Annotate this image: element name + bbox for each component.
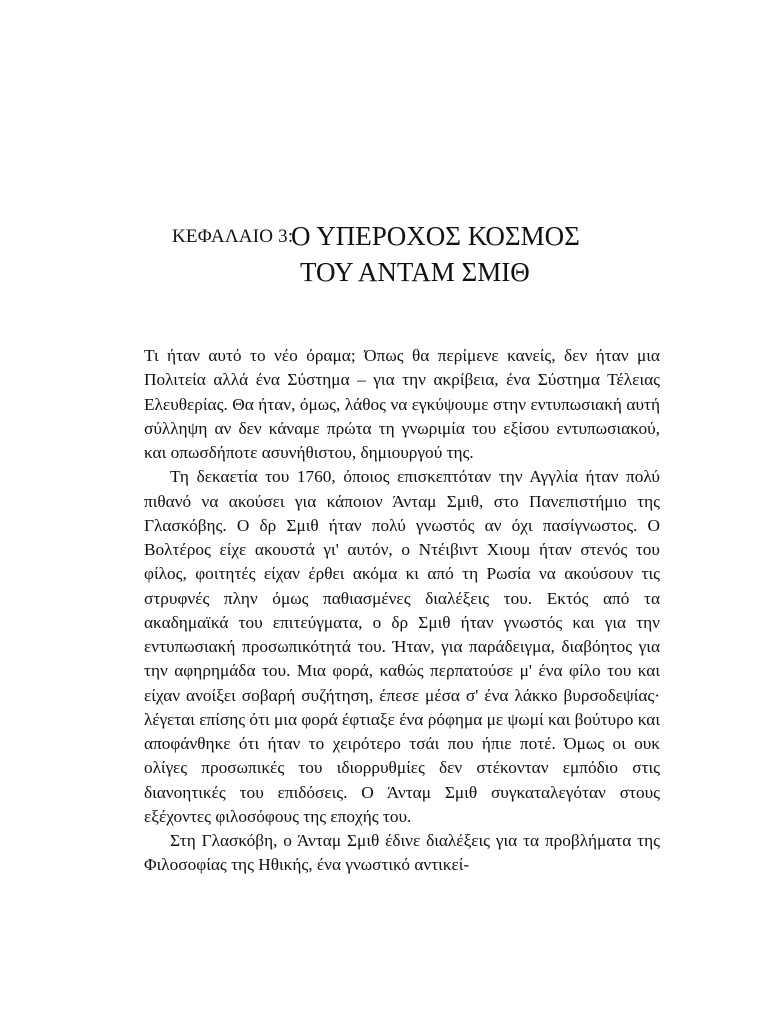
paragraph: Στη Γλασκόβη, ο Άνταμ Σμιθ έδινε διαλέξεις για τα προβλήματα της Φιλοσοφίας της Ηθικής, ένα γνωστικό αντικεί- <box>144 831 660 875</box>
chapter-title-line-2: ΤΟΥ ΑΝΤΑΜ ΣΜΙΘ <box>300 257 530 287</box>
chapter-label: ΚΕΦΑΛΑΙΟ 3: <box>172 226 294 247</box>
body-text <box>144 344 660 878</box>
chapter-title <box>291 218 580 290</box>
paragraph: Τι ήταν αυτό το νέο όραμα; Όπως θα περίμενε κανείς, δεν ήταν μια Πολιτεία αλλά ένα Σύστημα – για την ακρίβεια, ένα Σύστημα Τέλειας Ελευθερίας. Θα ήταν, όμως, λάθος να εγκύψουμε στην εντυπωσιακή αυτή σύλληψη αν δεν κάναμε πρώτα τη γνωριμία του εξίσου εντυπωσιακού, και οπωσδήποτε ασυνήθιστου, δημιουργού της. <box>144 346 660 462</box>
chapter-title-line-1: Ο ΥΠΕΡΟΧΟΣ ΚΟΣΜΟΣ <box>291 221 580 251</box>
paragraph: Τη δεκαετία του 1760, όποιος επισκεπτόταν την Αγγλία ήταν πολύ πιθανό να ακούσει για κάποιον Άνταμ Σμιθ, στο Πανεπιστήμιο της Γλασκόβης. Ο δρ Σμιθ ήταν πολύ γνωστός αν όχι πασίγνωστος. Ο Βολτέρος είχε ακουστά γι' αυτόν, ο Ντέιβιντ Χιουμ ήταν στενός του φίλος, φοιτητές είχαν έρθει ακόμα κι από τη Ρωσία να ακούσουν τις στρυφνές πλην όμως παθιασμένες διαλέξεις του. Εκτός από τα ακαδημαϊκά του επιτεύγματα, ο δρ Σμιθ ήταν γνωστός και για την εντυπωσιακή προσωπικότητά του. Ήταν, για παράδειγμα, διαβόητος για την αφηρημάδα του. Μια φορά, καθώς περπατούσε μ' ένα φίλο του και είχαν ανοίξει σοβαρή συζήτηση, έπεσε μέσα σ' ένα λάκκο βυρσοδεψίας· λέγεται επίσης ότι μια φορά έφτιαξε ένα ρόφημα με ψωμί και βούτυρο και αποφάνθηκε ότι ήταν το χειρότερο τσάι που ήπιε ποτέ. Όμως οι ουκ ολίγες προσωπικές του ιδιορρυθμίες δεν στέκονταν εμπόδιο στις διανοητικές του επιδόσεις. Ο Άνταμ Σμιθ συγκαταλεγόταν στους εξέχοντες φιλοσόφους της εποχής του. <box>144 467 660 826</box>
